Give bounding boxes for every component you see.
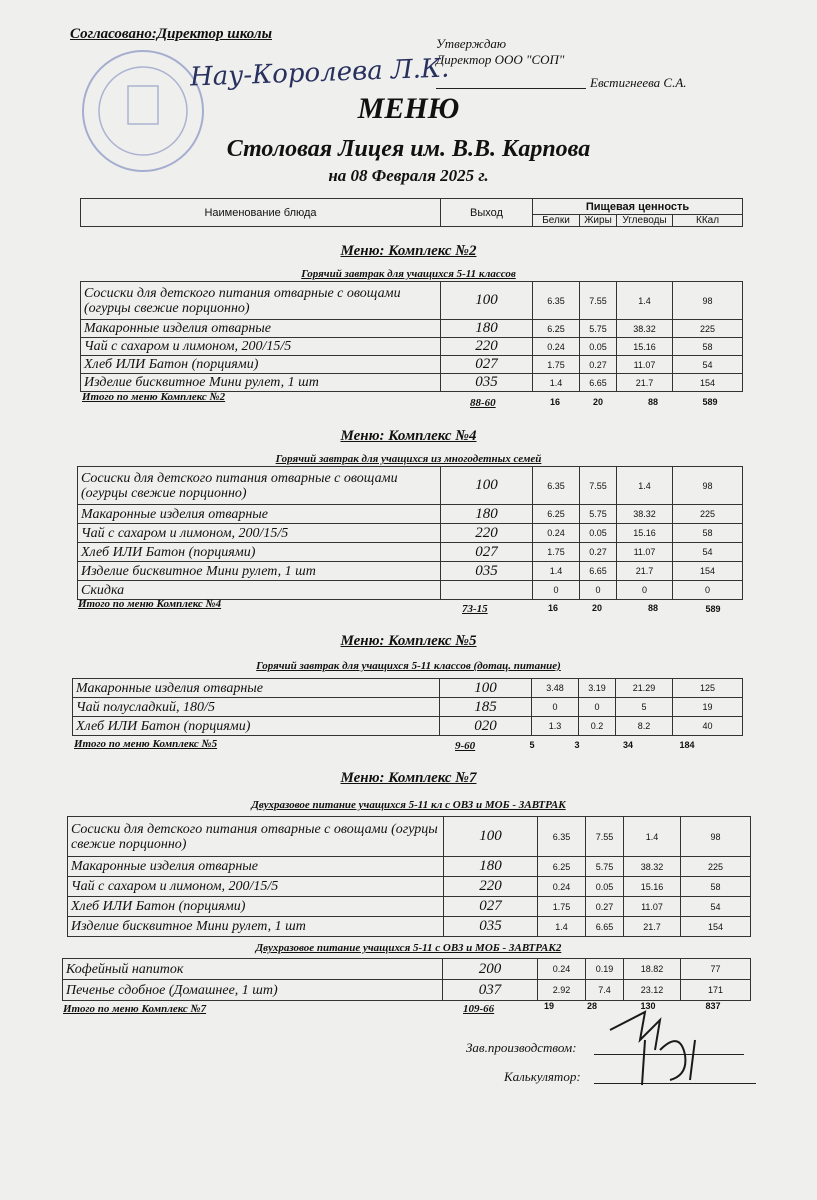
fat: 7.55 bbox=[580, 282, 617, 320]
carbs: 11.07 bbox=[624, 897, 681, 917]
protein: 1.3 bbox=[532, 717, 579, 736]
carbs: 15.16 bbox=[617, 338, 673, 356]
section-sub-k5: Горячий завтрак для учащихся 5-11 классов (дотац. питание) bbox=[256, 660, 561, 672]
fat: 5.75 bbox=[580, 505, 617, 524]
dish-name: Хлеб ИЛИ Батон (порциями) bbox=[81, 356, 441, 374]
table-row bbox=[81, 282, 743, 320]
table-row bbox=[73, 717, 743, 736]
total-protein-k2: 16 bbox=[549, 397, 560, 407]
canteen-name: Столовая Лицея им. В.В. Карпова bbox=[226, 136, 591, 162]
total-label-k5: Итого по меню Комплекс №5 bbox=[74, 738, 218, 750]
col-protein: Белки bbox=[533, 215, 580, 227]
table-k5 bbox=[72, 678, 743, 736]
total-fat-k5: 3 bbox=[574, 740, 580, 750]
protein: 0.24 bbox=[538, 959, 586, 980]
table-row bbox=[78, 505, 743, 524]
kcal: 98 bbox=[673, 282, 743, 320]
total-kcal-k4: 589 bbox=[705, 604, 721, 614]
dish-name: Сосиски для детского питания отварные с овощами (огурцы свежие порционно) bbox=[68, 817, 444, 857]
table-k7 bbox=[67, 816, 751, 937]
total-label-k2: Итого по меню Комплекс №2 bbox=[82, 391, 226, 403]
kcal: 154 bbox=[673, 374, 743, 392]
dish-output: 027 bbox=[441, 356, 533, 374]
protein: 6.35 bbox=[533, 282, 580, 320]
total-kcal-k2: 589 bbox=[702, 397, 718, 407]
table-row bbox=[68, 897, 751, 917]
carbs: 1.4 bbox=[624, 817, 681, 857]
kcal: 58 bbox=[673, 338, 743, 356]
dish-name: Макаронные изделия отварные bbox=[81, 320, 441, 338]
dish-output: 200 bbox=[443, 959, 538, 980]
table-row bbox=[68, 877, 751, 897]
dish-name: Скидка bbox=[78, 581, 441, 600]
dish-output: 180 bbox=[444, 857, 538, 877]
dish-output: 100 bbox=[444, 817, 538, 857]
carbs: 23.12 bbox=[624, 980, 681, 1001]
section-title-k4: Меню: Комплекс №4 bbox=[340, 428, 477, 444]
total-fat-k4: 20 bbox=[591, 603, 602, 613]
section-title-k7: Меню: Комплекс №7 bbox=[340, 770, 477, 786]
calculator-label: Калькулятор: bbox=[504, 1069, 581, 1084]
carbs: 1.4 bbox=[617, 282, 673, 320]
table-row bbox=[81, 320, 743, 338]
kcal: 225 bbox=[681, 857, 751, 877]
kcal: 225 bbox=[673, 320, 743, 338]
fat: 3.19 bbox=[579, 679, 616, 698]
confirm-label: Утверждаю bbox=[436, 36, 507, 51]
dish-name: Макаронные изделия отварные bbox=[78, 505, 441, 524]
dish-name: Сосиски для детского питания отварные с овощами (огурцы свежие порционно) bbox=[81, 282, 441, 320]
total-protein-k5: 5 bbox=[529, 740, 535, 750]
dish-name: Изделие бисквитное Мини рулет, 1 шт bbox=[68, 917, 444, 937]
total-price-k5: 9-60 bbox=[455, 740, 476, 752]
total-protein-k4: 16 bbox=[547, 603, 558, 613]
total-protein-k7: 19 bbox=[543, 1001, 554, 1011]
fat: 7.55 bbox=[586, 817, 624, 857]
table-row bbox=[78, 543, 743, 562]
total-carbs-k4: 88 bbox=[647, 603, 658, 613]
protein: 6.25 bbox=[533, 320, 580, 338]
carbs: 38.32 bbox=[617, 505, 673, 524]
kcal: 77 bbox=[681, 959, 751, 980]
table-k4 bbox=[77, 466, 743, 600]
table-row bbox=[68, 817, 751, 857]
kcal: 154 bbox=[673, 562, 743, 581]
dish-name: Хлеб ИЛИ Батон (порциями) bbox=[68, 897, 444, 917]
total-fat-k7: 28 bbox=[586, 1001, 597, 1011]
table-header bbox=[80, 198, 743, 227]
section-sub-k4: Горячий завтрак для учащихся из многодетных семей bbox=[275, 453, 542, 465]
table-row bbox=[68, 857, 751, 877]
kcal: 125 bbox=[673, 679, 743, 698]
total-price-k2: 88-60 bbox=[470, 397, 496, 409]
approved-label: Согласовано:Директор школы bbox=[70, 26, 272, 42]
fat: 0.05 bbox=[580, 338, 617, 356]
dish-output: 020 bbox=[440, 717, 532, 736]
kcal: 40 bbox=[673, 717, 743, 736]
fat: 0.27 bbox=[580, 543, 617, 562]
kcal: 54 bbox=[681, 897, 751, 917]
section-title-k5: Меню: Комплекс №5 bbox=[340, 633, 477, 649]
protein: 0 bbox=[532, 698, 579, 717]
table-row bbox=[78, 524, 743, 543]
carbs: 18.82 bbox=[624, 959, 681, 980]
col-output: Выход bbox=[441, 199, 533, 227]
table-row bbox=[78, 562, 743, 581]
dish-output: 185 bbox=[440, 698, 532, 717]
carbs: 11.07 bbox=[617, 543, 673, 562]
total-carbs-k5: 34 bbox=[622, 740, 633, 750]
kcal: 225 bbox=[673, 505, 743, 524]
dish-name: Сосиски для детского питания отварные с овощами (огурцы свежие порционно) bbox=[78, 467, 441, 505]
table-row bbox=[73, 698, 743, 717]
table-row bbox=[73, 679, 743, 698]
protein: 0 bbox=[533, 581, 580, 600]
dish-name: Чай полусладкий, 180/5 bbox=[73, 698, 440, 717]
protein: 1.75 bbox=[533, 356, 580, 374]
carbs: 8.2 bbox=[616, 717, 673, 736]
protein: 0.24 bbox=[538, 877, 586, 897]
fat: 7.4 bbox=[586, 980, 624, 1001]
handwritten-signature: Нау-Королева Л.К. bbox=[189, 53, 450, 93]
col-carbs: Углеводы bbox=[617, 215, 673, 227]
total-carbs-k7: 130 bbox=[640, 1001, 656, 1011]
table-row bbox=[81, 338, 743, 356]
carbs: 21.29 bbox=[616, 679, 673, 698]
kcal: 171 bbox=[681, 980, 751, 1001]
menu-date: на 08 Февраля 2025 г. bbox=[328, 166, 489, 185]
protein: 1.4 bbox=[533, 374, 580, 392]
total-fat-k2: 20 bbox=[592, 397, 603, 407]
protein: 1.75 bbox=[533, 543, 580, 562]
table-row bbox=[78, 581, 743, 600]
signature-scribble bbox=[600, 1000, 710, 1090]
kcal: 58 bbox=[681, 877, 751, 897]
dish-output: 027 bbox=[441, 543, 533, 562]
kcal: 98 bbox=[673, 467, 743, 505]
dish-output: 037 bbox=[443, 980, 538, 1001]
protein: 1.75 bbox=[538, 897, 586, 917]
table-row bbox=[68, 917, 751, 937]
table-row bbox=[81, 374, 743, 392]
protein: 2.92 bbox=[538, 980, 586, 1001]
table-k2 bbox=[80, 281, 743, 392]
fat: 0 bbox=[580, 581, 617, 600]
protein: 6.35 bbox=[533, 467, 580, 505]
dish-name: Изделие бисквитное Мини рулет, 1 шт bbox=[78, 562, 441, 581]
total-label-k7: Итого по меню Комплекс №7 bbox=[63, 1003, 207, 1015]
section-sub-k7: Двухразовое питание учащихся 5-11 кл с ОВЗ и МОБ - ЗАВТРАК bbox=[251, 799, 566, 811]
protein: 3.48 bbox=[532, 679, 579, 698]
carbs: 11.07 bbox=[617, 356, 673, 374]
dish-name: Чай с сахаром и лимоном, 200/15/5 bbox=[68, 877, 444, 897]
dish-output: 180 bbox=[441, 320, 533, 338]
protein: 0.24 bbox=[533, 524, 580, 543]
kcal: 19 bbox=[673, 698, 743, 717]
table-row bbox=[81, 356, 743, 374]
total-kcal-k7: 837 bbox=[705, 1001, 721, 1011]
total-price-k7: 109-66 bbox=[463, 1003, 495, 1015]
fat: 7.55 bbox=[580, 467, 617, 505]
dish-output: 027 bbox=[444, 897, 538, 917]
kcal: 54 bbox=[673, 543, 743, 562]
kcal: 54 bbox=[673, 356, 743, 374]
section-sub2-k7: Двухразовое питание учащихся 5-11 с ОВЗ и МОБ - ЗАВТРАК2 bbox=[255, 942, 562, 954]
fat: 5.75 bbox=[586, 857, 624, 877]
col-dish: Наименование блюда bbox=[81, 199, 441, 227]
protein: 6.35 bbox=[538, 817, 586, 857]
dish-output: 220 bbox=[441, 338, 533, 356]
kcal: 58 bbox=[673, 524, 743, 543]
dish-output: 100 bbox=[441, 467, 533, 505]
fat: 0.05 bbox=[580, 524, 617, 543]
total-price-k4: 73-15 bbox=[462, 603, 488, 615]
fat: 0.27 bbox=[586, 897, 624, 917]
carbs: 0 bbox=[617, 581, 673, 600]
total-label-k4: Итого по меню Комплекс №4 bbox=[78, 598, 222, 610]
carbs: 38.32 bbox=[624, 857, 681, 877]
fat: 0.05 bbox=[586, 877, 624, 897]
carbs: 5 bbox=[616, 698, 673, 717]
carbs: 21.7 bbox=[617, 562, 673, 581]
kcal: 0 bbox=[673, 581, 743, 600]
table-k7-breakfast2 bbox=[62, 958, 751, 1001]
table-row bbox=[78, 467, 743, 505]
dish-name: Изделие бисквитное Мини рулет, 1 шт bbox=[81, 374, 441, 392]
total-carbs-k2: 88 bbox=[647, 397, 658, 407]
fat: 0.2 bbox=[579, 717, 616, 736]
col-fat: Жиры bbox=[580, 215, 617, 227]
dish-name: Хлеб ИЛИ Батон (порциями) bbox=[78, 543, 441, 562]
fat: 5.75 bbox=[580, 320, 617, 338]
dish-output: 100 bbox=[441, 282, 533, 320]
dish-name: Макаронные изделия отварные bbox=[73, 679, 440, 698]
section-sub-k2: Горячий завтрак для учащихся 5-11 классов bbox=[301, 268, 516, 280]
dish-output: 035 bbox=[441, 562, 533, 581]
dish-output: 035 bbox=[444, 917, 538, 937]
production-label: Зав.производством: bbox=[466, 1040, 577, 1055]
carbs: 21.7 bbox=[617, 374, 673, 392]
page-title: МЕНЮ bbox=[357, 92, 460, 125]
dish-output: 220 bbox=[441, 524, 533, 543]
protein: 6.25 bbox=[538, 857, 586, 877]
fat: 6.65 bbox=[580, 374, 617, 392]
dish-output bbox=[441, 581, 533, 600]
dish-name: Чай с сахаром и лимоном, 200/15/5 bbox=[81, 338, 441, 356]
carbs: 21.7 bbox=[624, 917, 681, 937]
fat: 6.65 bbox=[580, 562, 617, 581]
fat: 0 bbox=[579, 698, 616, 717]
kcal: 154 bbox=[681, 917, 751, 937]
table-row bbox=[63, 980, 751, 1001]
section-title-k2: Меню: Комплекс №2 bbox=[340, 243, 477, 259]
total-kcal-k5: 184 bbox=[679, 740, 695, 750]
kcal: 98 bbox=[681, 817, 751, 857]
dish-output: 220 bbox=[444, 877, 538, 897]
fat: 0.27 bbox=[580, 356, 617, 374]
signature-line bbox=[436, 88, 586, 89]
dish-name: Хлеб ИЛИ Батон (порциями) bbox=[73, 717, 440, 736]
protein: 1.4 bbox=[538, 917, 586, 937]
director-name: Евстигнеева С.А. bbox=[590, 75, 687, 90]
dish-name: Печенье сдобное (Домашнее, 1 шт) bbox=[63, 980, 443, 1001]
dish-output: 035 bbox=[441, 374, 533, 392]
dish-name: Кофейный напиток bbox=[63, 959, 443, 980]
table-row bbox=[63, 959, 751, 980]
director-label: Директор ООО "СОП" bbox=[436, 52, 565, 67]
carbs: 15.16 bbox=[617, 524, 673, 543]
fat: 6.65 bbox=[586, 917, 624, 937]
col-nutrition: Пищевая ценность bbox=[533, 199, 743, 215]
protein: 6.25 bbox=[533, 505, 580, 524]
protein: 1.4 bbox=[533, 562, 580, 581]
carbs: 1.4 bbox=[617, 467, 673, 505]
dish-output: 180 bbox=[441, 505, 533, 524]
dish-output: 100 bbox=[440, 679, 532, 698]
dish-name: Чай с сахаром и лимоном, 200/15/5 bbox=[78, 524, 441, 543]
fat: 0.19 bbox=[586, 959, 624, 980]
col-kcal: ККал bbox=[673, 215, 743, 227]
dish-name: Макаронные изделия отварные bbox=[68, 857, 444, 877]
carbs: 38.32 bbox=[617, 320, 673, 338]
protein: 0.24 bbox=[533, 338, 580, 356]
carbs: 15.16 bbox=[624, 877, 681, 897]
